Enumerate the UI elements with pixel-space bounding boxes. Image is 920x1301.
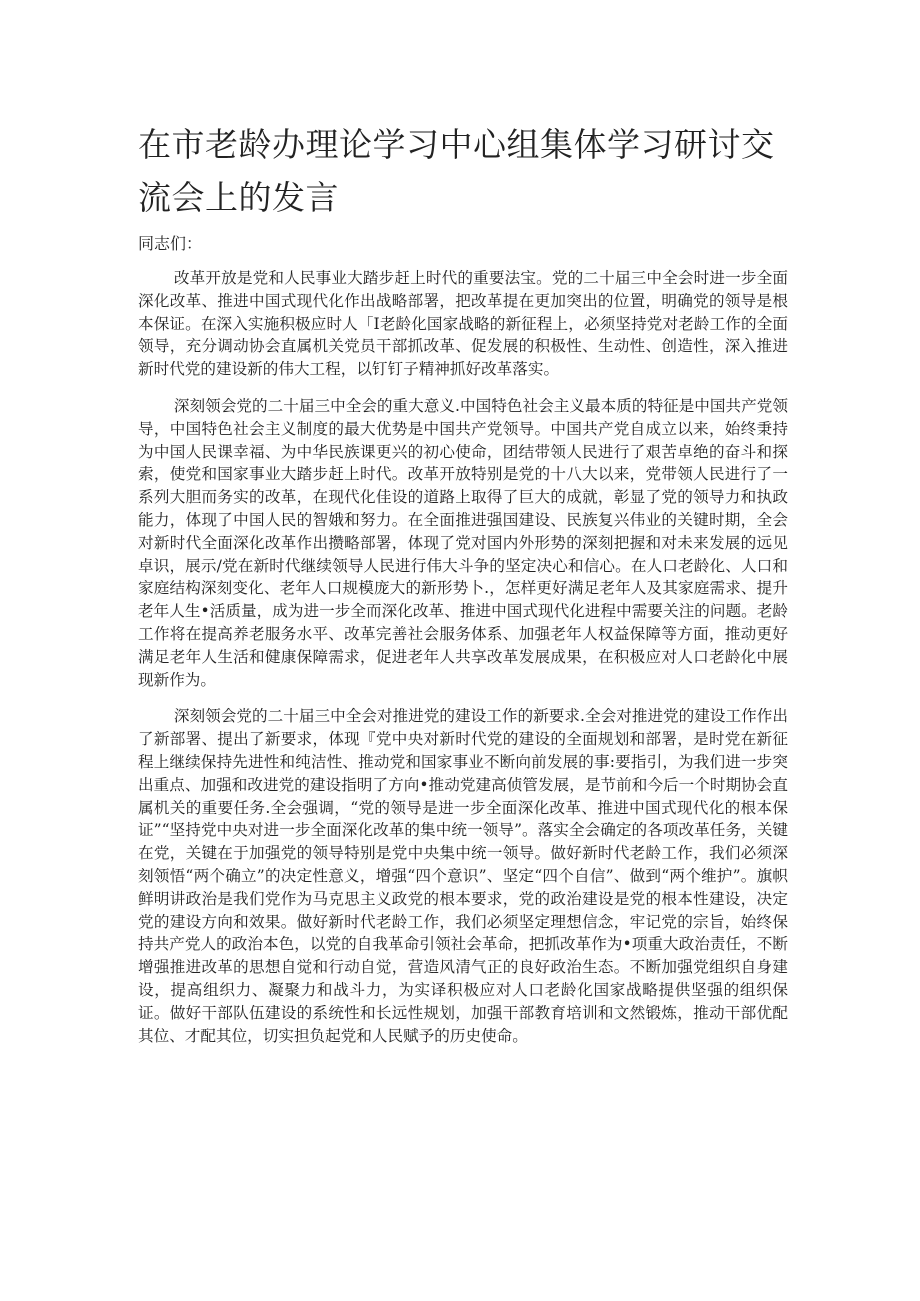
paragraph-significance: 深刻领会党的二十届三中全会的重大意义.中国特色社会主义最本质的特征是中国共产党领导，中国特色社会主义制度的最大优势是中国共产党领导。中国共产党自成立以来，始终秉持为中国人民课幸福、为中华民族课更兴的初心使命，团结带领人民进行了艰苦卓绝的奋斗和探索，使党和国家事业大踏步赶上时代。改革开放特别是党的十八大以来，党带领人民进行了一系列大胆而务实的改革，在现代化佳设的道路上取得了巨大的成就，彰显了党的领导力和执政能力，体现了中国人民的智娥和努力。在全面推进强国建设、民族复兴伟业的关键时期，全会对新时代全面深化改革作出攒略部署，体现了党对国内外形势的深刻把握和对未来发展的远见卓识，展示/党在新时代继续领导人民进行伟大斗争的坚定决心和信心。在人口老龄化、人口和家庭结构深刻变化、老年人口规模庞大的新形势卜.，怎样更好满足老年人及其家庭需求、提升老年人生•活质量，成为进一步全而深化改革、推进中国式现代化进程中需要关注的问题。老龄工作将在提高养老服务水平、改革完善社会服务体系、加强老年人权益保障等方面，推动更好满足老年人生活和健康保障需求，促进老年人共享改革发展成果，在积极应对人口老龄化中展现新作为。 [138,396,788,689]
document-body [138,267,788,1061]
greeting: 同志们： [138,234,203,253]
paragraph-party-building: 深刻领会党的二十届三中全会对推进党的建设工作的新要求.全会对推进党的建设工作作出了新部署、提出了新要求，体现『党中央对新时代党的建设的全面规划和部署，是时党在新征程上继续保持先进性和纯洁性、推动党和国家事业不断向前发展的事:要指引，为我们进一步突出重点、加强和改进党的建设指明了方向•推动党建高侦管发展，是节前和今后一个时期协会直属机关的重要任务.全会强调，“党的领导是进一步全面深化改革、推进中国式现代化的根本保证”“坚持党中央对进一步全面深化改革的集中统一领导”。落实全会确定的各项改革任务，关键在党，关键在于加强党的领导特别是党中央集中统一领导。做好新时代老龄工作，我们必须深刻领悟“两个确立”的决定性意义，增强“四个意识”、坚定“四个自信”、做到“两个维护”。旗帜鲜明讲政治是我们党作为马克思主义政党的根本要求，党的政治建设是党的根本性建设，决定党的建设方向和效果。做好新时代老龄工作，我们必须坚定理想信念，牢记党的宗旨，始终保持共产党人的政治本色，以党的自我革命引领社会革命，把抓改革作为•项重大政治责任，不断增强推进改革的思想自觉和行动自觉，营造风清气正的良好政治生态。不断加强党组织自身建设，提高组织力、凝聚力和战斗力，为实译积极应对人口老龄化国家战略提供坚强的组织保证。做好干部队伍建设的系统性和长远性规划，加强干部教育培训和文然锻炼，推动干部优配其位、才配其位，切实担负起党和人民赋予的历史使命。 [138,707,788,1045]
paragraph-intro: 改革开放是党和人民事业大踏步赶上时代的重要法宝。党的二十届三中全会时进一步全面深化改革、推进中国式现代化作出战略部署，把改革提在更加突出的位置，明确党的领导是根本保证。在深入实施积极应时人「I老龄化国家战略的新征程上，必须坚持党对老龄工作的全面领导，充分调动协会直属机关党员干部抓改革、促发展的积极性、生动性、创造性，深入推进新时代党的建设新的伟大工程，以钉钉子精神抓好改革落实。 [138,269,788,379]
document-title: 在市老龄办理论学习中心组集体学习研讨交流会上的发言 [138,125,775,217]
